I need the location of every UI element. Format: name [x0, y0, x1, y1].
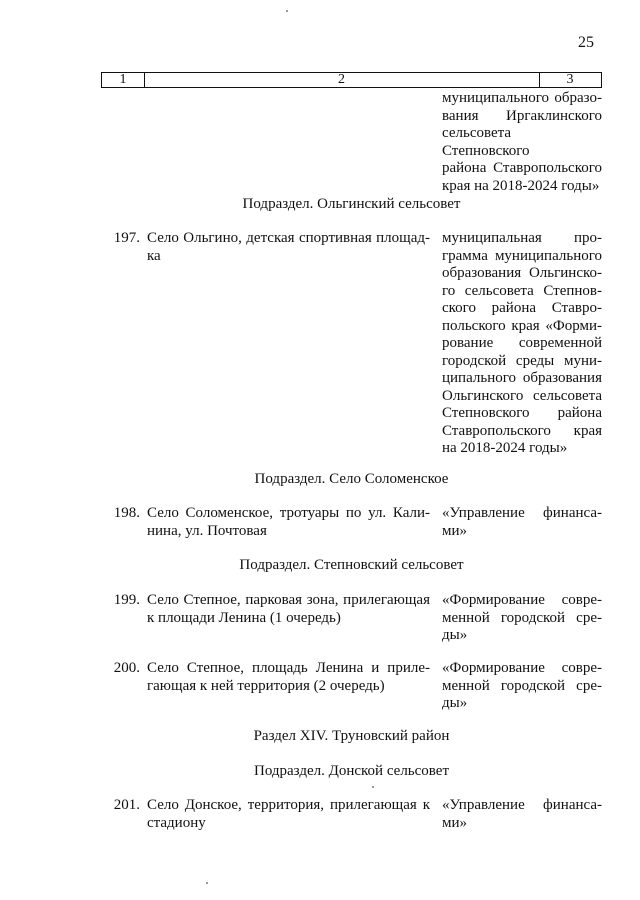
- header-col-1: 1: [102, 73, 145, 87]
- text-line: муниципального образо-: [442, 90, 602, 106]
- subsection-heading: Подраздел. Степновский сельсовет: [239, 557, 464, 573]
- row-program: [442, 797, 602, 832]
- text-line: «Формирование совре-: [442, 660, 602, 676]
- text-line: вания Иргаклинского: [442, 107, 602, 124]
- scan-speck: [286, 10, 288, 12]
- text-line: Село Ольгино, детская спортивная площад-: [147, 230, 430, 246]
- header-col-3: 3: [566, 72, 574, 87]
- text-line: края на 2018-2024 годы»: [442, 177, 600, 194]
- text-line: сельсовета Степновского: [442, 125, 530, 159]
- text-line: нина, ул. Почтовая: [147, 522, 267, 539]
- row-program: [442, 660, 602, 713]
- row-number: 200.: [113, 660, 140, 676]
- row-number: 199.: [113, 592, 140, 608]
- text-line: на 2018-2024 годы»: [442, 440, 568, 456]
- subsection-heading: Подраздел. Село Соломенское: [254, 471, 449, 487]
- table-header-row: [101, 72, 602, 88]
- text-line: ципального образования: [442, 370, 602, 386]
- text-line: менной городской сре-: [442, 677, 602, 694]
- row-program: [442, 230, 602, 458]
- text-line: рование современной: [442, 335, 602, 351]
- text-line: образования Ольгинско-: [442, 265, 602, 281]
- text-line: «Управление финанса-: [442, 797, 602, 813]
- text-line: Степновского района: [442, 405, 602, 421]
- text-line: го сельсовета Степнов-: [442, 282, 602, 299]
- text-line: ды»: [442, 695, 468, 711]
- scan-speck: [206, 882, 208, 884]
- text-line: Село Степное, площадь Ленина и приле-: [147, 660, 430, 676]
- row-number: 201.: [113, 797, 140, 813]
- text-line: гающая к ней территория (2 очередь): [147, 677, 385, 694]
- subsection-heading: Подраздел. Донской сельсовет: [253, 763, 450, 779]
- row-program: [442, 505, 602, 540]
- text-line: Ставропольского края: [442, 422, 602, 439]
- row-description: [147, 230, 430, 265]
- header-col-2: 2: [144, 73, 540, 87]
- text-line: польского края «Форми-: [442, 317, 602, 334]
- scan-speck: [372, 786, 374, 788]
- row-description: [147, 797, 430, 832]
- section-heading: Раздел XIV. Труновский район: [253, 728, 450, 744]
- text-line: ды»: [442, 627, 468, 643]
- text-line: ка: [147, 247, 161, 264]
- row-description: [147, 505, 430, 540]
- text-line: к площади Ленина (1 очередь): [147, 609, 341, 626]
- text-line: Село Донское, территория, прилегающая к: [147, 797, 430, 813]
- text-line: Село Степное, парковая зона, прилегающая: [147, 592, 430, 608]
- text-line: грамма муниципального: [442, 247, 602, 264]
- text-line: «Управление финанса-: [442, 505, 602, 521]
- text-line: ми»: [442, 814, 468, 831]
- text-line: ми»: [442, 522, 468, 539]
- row-program: [442, 592, 602, 645]
- row-description: [147, 592, 430, 627]
- page-number: 25: [578, 34, 594, 51]
- text-line: менной городской сре-: [442, 609, 602, 626]
- text-line: Село Соломенское, тротуары по ул. Кали-: [147, 505, 430, 521]
- text-line: муниципальная про-: [442, 230, 602, 246]
- text-line: ского района Ставро-: [442, 300, 602, 316]
- text-line: «Формирование совре-: [442, 592, 602, 608]
- row-number: 198.: [113, 505, 140, 521]
- row-number: 197.: [113, 230, 140, 246]
- text-line: городской среды муни-: [442, 352, 602, 369]
- continued-program-text: [442, 90, 602, 195]
- subsection-heading: Подраздел. Ольгинский сельсовет: [242, 196, 461, 212]
- text-line: стадиону: [147, 814, 206, 831]
- text-line: района Ставропольского: [442, 160, 602, 176]
- text-line: Ольгинского сельсовета: [442, 387, 602, 404]
- row-description: [147, 660, 430, 695]
